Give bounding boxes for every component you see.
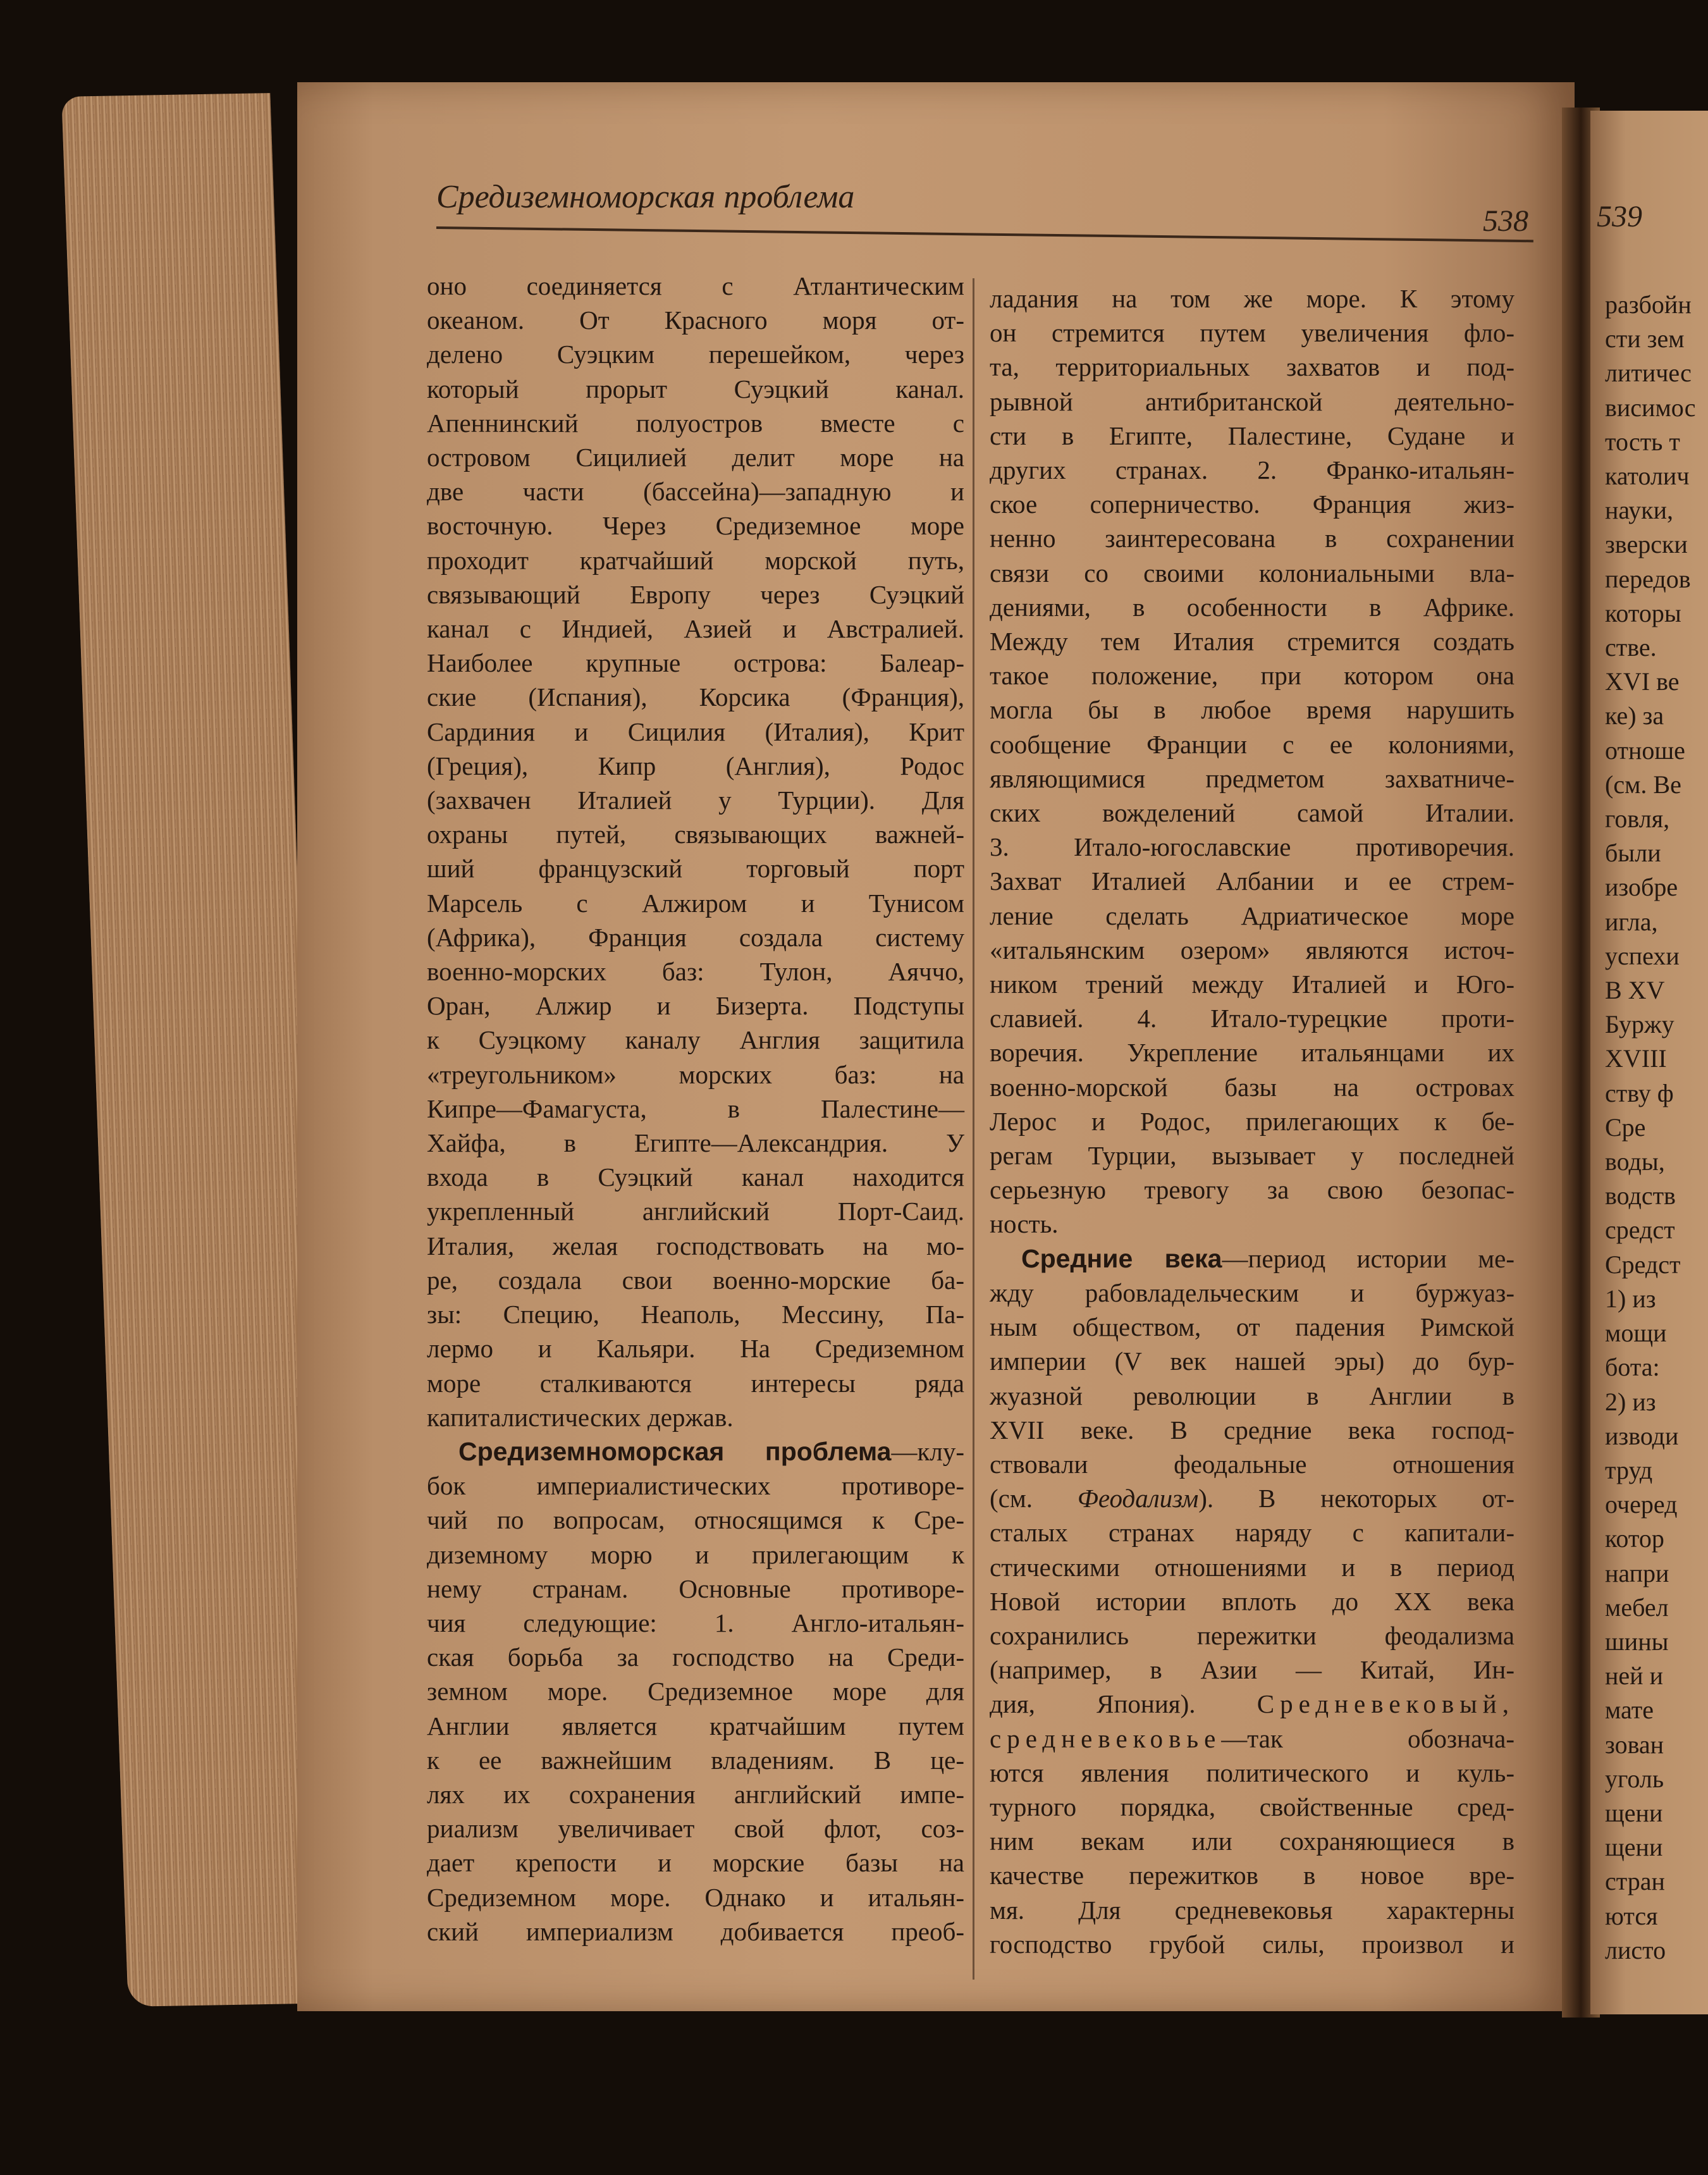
text-line: щени xyxy=(1605,1833,1663,1862)
text-line: та, территориальных захватов и под- xyxy=(990,352,1514,382)
text-fragment: —так обознача- xyxy=(1221,1723,1514,1753)
text-line: ются явления политического и куль- xyxy=(990,1758,1514,1787)
text-line: шины xyxy=(1605,1627,1669,1656)
cross-reference: Феодализм xyxy=(1077,1484,1199,1513)
text-line: ских вожделений самой Италии. xyxy=(990,798,1514,828)
text-line: литичес xyxy=(1605,359,1692,388)
text-line: листо xyxy=(1605,1935,1666,1964)
page-number-left: 538 xyxy=(1483,204,1528,238)
middle-text-column xyxy=(990,281,1514,1961)
entry-mediterranean-body xyxy=(427,1469,964,1949)
text-line: турного порядка, свойственные сред- xyxy=(990,1792,1514,1821)
text-line: были xyxy=(1605,839,1661,868)
text-line: щени xyxy=(1605,1798,1663,1827)
running-head: Средиземноморская проблема xyxy=(436,179,855,215)
entry-line xyxy=(990,1242,1514,1276)
text-line: дает крепости и морские базы на xyxy=(427,1848,964,1878)
text-line: оно соединяется с Атлантическим xyxy=(427,271,964,300)
text-line: Новой истории вплоть до XX века xyxy=(990,1586,1514,1616)
text-line: (захвачен Италией у Турции). Для xyxy=(427,786,964,815)
text-line: к ее важнейшим владениям. В це- xyxy=(427,1745,964,1775)
text-line: разбойн xyxy=(1605,290,1692,319)
text-line: мебел xyxy=(1605,1593,1669,1622)
text-line: ре, создала свои военно-морские ба- xyxy=(427,1265,964,1295)
text-line: стран xyxy=(1605,1867,1665,1896)
left-text-column xyxy=(427,269,964,1949)
text-line: Оран, Алжир и Бизерта. Подступы xyxy=(427,991,964,1021)
left-column-paragraph xyxy=(427,269,964,1434)
text-line: укрепленный английский Порт-Саид. xyxy=(427,1197,964,1226)
text-line: военно-морских баз: Тулон, Аяччо, xyxy=(427,957,964,987)
text-line: лях их сохранения английский импе- xyxy=(427,1779,964,1809)
text-line-spaced-2 xyxy=(990,1722,1514,1756)
text-line: земном море. Средиземное море для xyxy=(427,1677,964,1706)
text-line: науки, xyxy=(1605,496,1673,525)
text-line: чия следующие: 1. Англо-итальян- xyxy=(427,1608,964,1637)
column-divider xyxy=(973,278,974,1980)
text-line: XVII веке. В средние века господ- xyxy=(990,1415,1514,1445)
entry-term-mediterranean: Средиземноморская проблема xyxy=(458,1436,892,1466)
page-number-right: 539 xyxy=(1597,200,1642,233)
text-line: Италия, желая господствовать на мо- xyxy=(427,1231,964,1260)
text-line: канал с Индией, Азией и Австралией. xyxy=(427,614,964,644)
text-line: империи (V век нашей эры) до бур- xyxy=(990,1346,1514,1376)
text-line: чий по вопросам, относящимся к Сре- xyxy=(427,1505,964,1535)
text-line: ские (Испания), Корсика (Франция), xyxy=(427,682,964,712)
text-line: ское соперничество. Франция жиз- xyxy=(990,490,1514,519)
entry-line xyxy=(427,1434,964,1469)
text-line: мате xyxy=(1605,1696,1654,1725)
text-line: ладания на том же море. К этому xyxy=(990,284,1514,313)
page-edges xyxy=(61,93,336,2007)
text-line: проходит кратчайший морской путь, xyxy=(427,545,964,575)
text-line: входа в Суэцкий канал находится xyxy=(427,1162,964,1192)
text-line: Буржу xyxy=(1605,1010,1674,1039)
mid-column-paragraph xyxy=(990,281,1514,1242)
text-line: 2) из xyxy=(1605,1387,1656,1416)
text-line: он стремится путем увеличения фло- xyxy=(990,318,1514,348)
text-line: являющимися предметом захватниче- xyxy=(990,763,1514,793)
entry-term-rest: —клу- xyxy=(891,1436,964,1466)
text-line: дениями, в особенности в Африке. xyxy=(990,592,1514,622)
text-line: (например, в Азии — Китай, Ин- xyxy=(990,1655,1514,1685)
text-line: серьезную тревогу за свою безопас- xyxy=(990,1175,1514,1205)
text-line: зован xyxy=(1605,1730,1664,1759)
text-line: мя. Для средневековья характерны xyxy=(990,1895,1514,1925)
text-line: успехи xyxy=(1605,941,1680,970)
text-line: других странах. 2. Франко-итальян- xyxy=(990,455,1514,485)
text-line: сти в Египте, Палестине, Судане и xyxy=(990,421,1514,450)
text-line: Лерос и Родос, прилегающих к бе- xyxy=(990,1106,1514,1136)
text-line: Кипре—Фамагуста, в Палестине— xyxy=(427,1094,964,1123)
text-line: Средст xyxy=(1605,1250,1681,1279)
text-line: рывной антибританской деятельно- xyxy=(990,386,1514,416)
text-line-see-reference xyxy=(990,1481,1514,1515)
text-line: качестве пережитков в новое вре- xyxy=(990,1861,1514,1890)
text-line: такое положение, при котором она xyxy=(990,661,1514,691)
text-line: Средиземном море. Однако и итальян- xyxy=(427,1882,964,1912)
text-line: отноше xyxy=(1605,736,1685,765)
text-line: уголь xyxy=(1605,1764,1664,1793)
text-line: делено Суэцким перешейком, через xyxy=(427,340,964,369)
text-line: зы: Специю, Неаполь, Мессину, Па- xyxy=(427,1300,964,1329)
text-line: риализм увеличивает свой флот, соз- xyxy=(427,1814,964,1844)
see-suffix: ). В некоторых от- xyxy=(1198,1484,1515,1513)
spaced-term-2: средневековье xyxy=(990,1723,1222,1753)
text-line: лермо и Кальяри. На Средиземном xyxy=(427,1334,964,1364)
entry-term-middle-ages: Средние века xyxy=(1021,1243,1222,1273)
text-line: ший французский торговый порт xyxy=(427,854,964,884)
text-line: жуазной революции в Англии в xyxy=(990,1381,1514,1410)
text-line: могла бы в любое время нарушить xyxy=(990,695,1514,725)
text-line: жду рабовладельческим и буржуаз- xyxy=(990,1278,1514,1307)
text-line: ней и xyxy=(1605,1661,1663,1691)
text-line: игла, xyxy=(1605,907,1658,936)
text-line: ский империализм добивается преоб- xyxy=(427,1916,964,1946)
text-line: воречия. Укрепление итальянцами их xyxy=(990,1038,1514,1068)
text-line: ская борьба за господство на Среди- xyxy=(427,1642,964,1672)
text-line: Между тем Италия стремится создать xyxy=(990,627,1514,656)
text-line: труд xyxy=(1605,1455,1653,1484)
entry-middle-ages-body-a xyxy=(990,1276,1514,1481)
text-line: Англии является кратчайшим путем xyxy=(427,1711,964,1741)
text-line: ненно заинтересована в сохранении xyxy=(990,524,1514,553)
text-line: Сре xyxy=(1605,1112,1646,1142)
text-line: ником трений между Италией и Юго- xyxy=(990,970,1514,999)
text-line: водств xyxy=(1605,1181,1676,1211)
text-line: сти зем xyxy=(1605,324,1685,354)
text-line: висимос xyxy=(1605,393,1696,422)
text-line: котор xyxy=(1605,1524,1664,1553)
text-line: ность. xyxy=(990,1209,1059,1239)
entry-middle-ages-body-b xyxy=(990,1515,1514,1687)
text-line: сохранились пережитки феодализма xyxy=(990,1620,1514,1650)
text-line: стве. xyxy=(1605,633,1657,662)
spaced-term-1: Средневековый, xyxy=(1256,1689,1514,1719)
text-line: напри xyxy=(1605,1558,1669,1587)
text-line: восточную. Через Средиземное море xyxy=(427,511,964,541)
text-line: капиталистических держав. xyxy=(427,1402,734,1432)
text-line: Апеннинский полуостров вместе с xyxy=(427,408,964,438)
text-line: диземному морю и прилегающим к xyxy=(427,1539,964,1569)
text-line: средст xyxy=(1605,1216,1675,1245)
text-line: две части (бассейна)—западную и xyxy=(427,477,964,507)
text-line: Наиболее крупные острова: Балеар- xyxy=(427,648,964,678)
text-line: военно-морской базы на островах xyxy=(990,1072,1514,1102)
text-line: «треугольником» морских баз: на xyxy=(427,1059,964,1089)
text-line: связи со своими колониальными вла- xyxy=(990,558,1514,588)
text-line: (Африка), Франция создала систему xyxy=(427,922,964,952)
text-line: сообщение Франции с ее колониями, xyxy=(990,729,1514,759)
text-line: славией. 4. Итало-турецкие проти- xyxy=(990,1004,1514,1033)
text-line: 1) из xyxy=(1605,1284,1656,1313)
text-line: (Греция), Кипр (Англия), Родос xyxy=(427,751,964,780)
see-prefix: (см. xyxy=(990,1484,1078,1513)
text-line: бота: xyxy=(1605,1353,1660,1382)
text-line: тость т xyxy=(1605,427,1680,456)
text-line: океаном. От Красного моря от- xyxy=(427,305,964,335)
text-line: который прорыт Суэцкий канал. xyxy=(427,374,964,404)
text-line: мощи xyxy=(1605,1319,1667,1348)
text-line: которы xyxy=(1605,598,1681,627)
text-line: ются xyxy=(1605,1901,1658,1930)
text-line: ление сделать Адриатическое море xyxy=(990,901,1514,930)
text-line: связывающий Европу через Суэцкий xyxy=(427,579,964,609)
text-line: нему странам. Основные противоре- xyxy=(427,1574,964,1603)
text-line: к Суэцкому каналу Англия защитила xyxy=(427,1025,964,1055)
text-line: очеред xyxy=(1605,1490,1678,1519)
text-line: зверски xyxy=(1605,530,1688,559)
text-line: Марсель с Алжиром и Тунисом xyxy=(427,888,964,918)
text-line: католич xyxy=(1605,462,1690,491)
text-line: сталых странах наряду с капитали- xyxy=(990,1518,1514,1548)
text-line: ствовали феодальные отношения xyxy=(990,1449,1514,1479)
text-line: островом Сицилией делит море на xyxy=(427,443,964,472)
text-line: ству ф xyxy=(1605,1078,1674,1107)
text-line: регам Турции, вызывает у последней xyxy=(990,1141,1514,1171)
text-line: охраны путей, связывающих важней- xyxy=(427,820,964,849)
text-line: XVI ве xyxy=(1605,667,1680,696)
text-line: стическими отношениями и в период xyxy=(990,1552,1514,1582)
text-line: Хайфа, в Египте—Александрия. У xyxy=(427,1128,964,1158)
text-line: ным обществом, от падения Римской xyxy=(990,1312,1514,1342)
text-line: (см. Ве xyxy=(1605,770,1681,799)
text-fragment: дия, Япония). xyxy=(990,1689,1257,1719)
text-line: море сталкиваются интересы ряда xyxy=(427,1368,964,1398)
text-line: воды, xyxy=(1605,1147,1665,1176)
text-line: передов xyxy=(1605,564,1691,593)
text-line: В XV xyxy=(1605,976,1665,1005)
text-line: ним векам или сохраняющиеся в xyxy=(990,1827,1514,1856)
text-line: господство грубой силы, произвол и xyxy=(990,1929,1514,1959)
text-line: Сардиния и Сицилия (Италия), Крит xyxy=(427,717,964,746)
text-line: ке) за xyxy=(1605,701,1664,730)
text-line: XVIII xyxy=(1605,1044,1667,1073)
text-line: бок империалистических противоре- xyxy=(427,1471,964,1501)
text-line-spaced-1 xyxy=(990,1687,1514,1721)
text-line: 3. Итало-югославские противоречия. xyxy=(990,832,1514,862)
right-page-text-fragments xyxy=(1605,288,1706,1968)
entry-middle-ages-body-c xyxy=(990,1756,1514,1961)
text-line: говля, xyxy=(1605,804,1670,834)
text-line: изводи xyxy=(1605,1421,1679,1450)
entry-term-rest: —период истории ме- xyxy=(1222,1243,1514,1273)
text-line: Захват Италией Албании и ее стрем- xyxy=(990,866,1514,896)
text-line: изобре xyxy=(1605,873,1678,902)
text-line: «итальянским озером» являются источ- xyxy=(990,935,1514,964)
